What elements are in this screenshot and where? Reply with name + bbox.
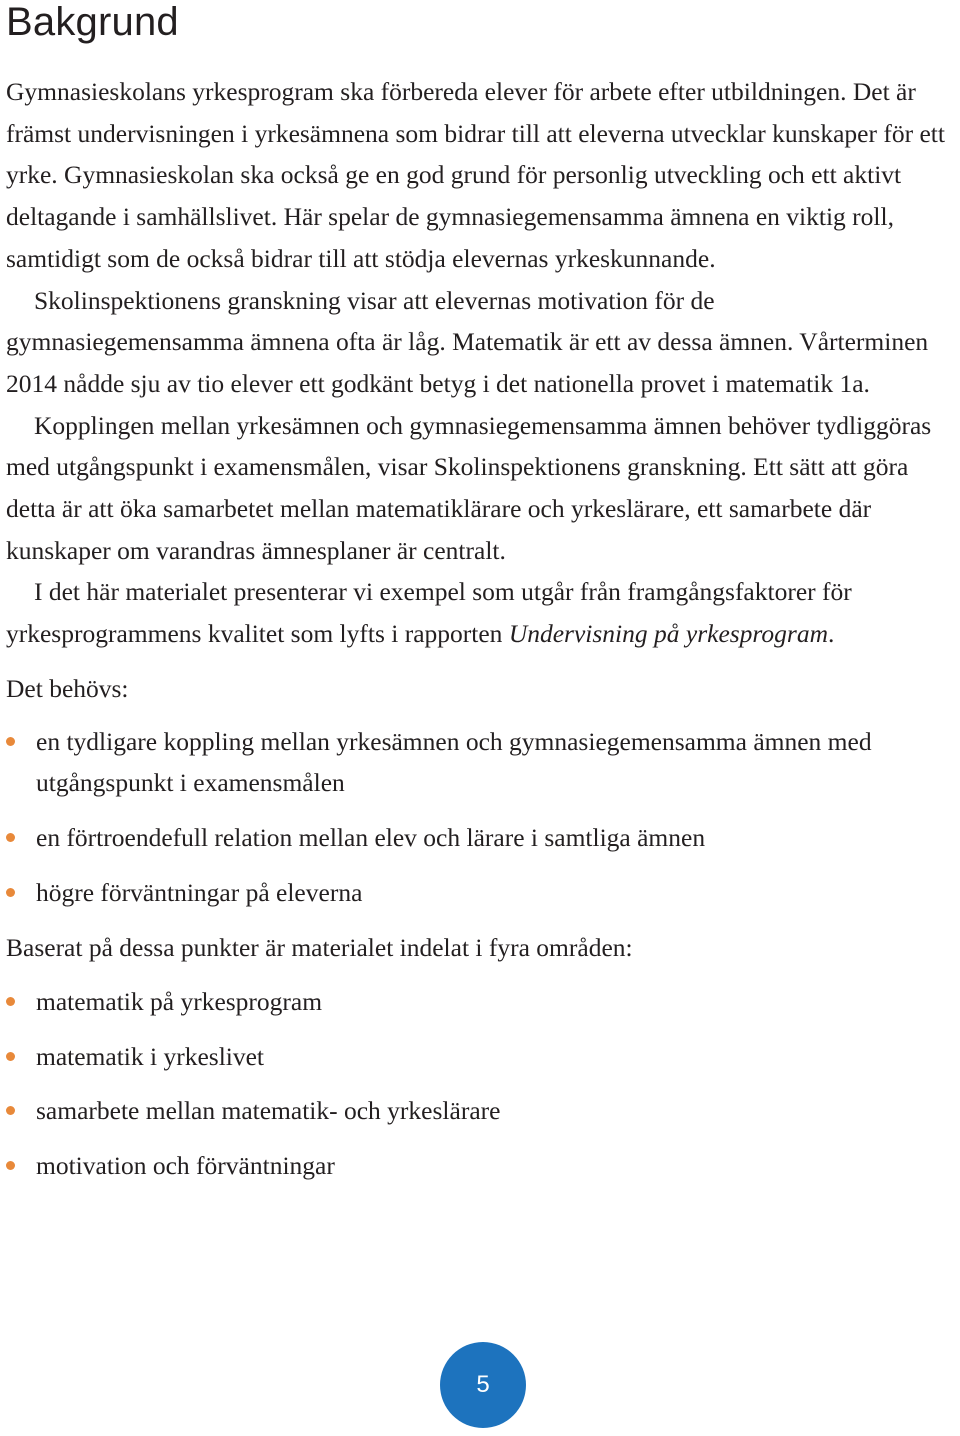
- list-item: [6, 721, 958, 804]
- bullet-icon: [6, 997, 15, 1006]
- list-item-text: samarbete mellan matematik- och yrkeslärare: [36, 1096, 501, 1126]
- bullet-icon: [6, 888, 15, 897]
- list-item: [6, 872, 958, 914]
- list-item-text: motivation och förväntningar: [36, 1151, 335, 1181]
- bullet-icon: [6, 833, 15, 842]
- paragraph-3: Kopplingen mellan yrkesämnen och gymnasiegemensamma ämnen behöver tydliggöras med utgångspunkt i examensmålen, visar Skolinspektionens granskning. Ett sätt att göra detta är att öka samarbetet mellan matematiklärare och yrkeslärare, ett samarbete där kunskaper om varandras ämnesplaner är centralt.: [6, 410, 932, 565]
- bullet-icon: [6, 1161, 15, 1170]
- needs-intro: Det behövs:: [6, 673, 129, 703]
- paragraph-4-text: I det här materialet presenterar vi exempel som utgår från framgångsfaktorer för yrkesprogrammens kvalitet som lyfts i rapporten: [6, 577, 852, 649]
- list-item-text: matematik i yrkeslivet: [36, 1041, 265, 1071]
- list-item: [6, 1036, 958, 1078]
- list-item-text: en tydligare koppling mellan yrkesämnen och gymnasiegemensamma ämnen med utgångspunkt i examensmålen: [36, 726, 872, 798]
- bullet-icon: [6, 737, 15, 746]
- document-page: [6, 0, 958, 1187]
- paragraph-4-end: .: [828, 619, 835, 649]
- list-item-text: matematik på yrkesprogram: [36, 987, 323, 1017]
- paragraph-4: [6, 571, 958, 654]
- paragraph-2: Skolinspektionens granskning visar att elevernas motivation för de gymnasiegemensamma ämnena ofta är låg. Matematik är ett av dessa ämnen. Vårterminen 2014 nådde sju av tio elever ett godkänt betyg i det nationella provet i matematik 1a.: [6, 285, 929, 398]
- report-title: Undervisning på yrkesprogram: [508, 619, 828, 649]
- list-item: [6, 1090, 958, 1132]
- paragraph-1: Gymnasieskolans yrkesprogram ska förbereda elever för arbete efter utbildningen. Det är främst undervisningen i yrkesämnena som bidrar till att eleverna utvecklar kunskaper för ett yrke. Gymnasieskolan ska också ge en god grund för personlig utveckling och ett aktivt deltagande i samhällslivet. Här spelar de gymnasiegemensamma ämnena en viktig roll, samtidigt som de också bidrar till att stödja elevernas yrkeskunnande.: [6, 77, 945, 273]
- areas-intro: Baserat på dessa punkter är materialet indelat i fyra områden:: [6, 933, 633, 963]
- needs-list: [6, 721, 958, 914]
- list-item-text: högre förväntningar på eleverna: [36, 877, 363, 907]
- list-item-text: en förtroendefull relation mellan elev och lärare i samtliga ämnen: [36, 822, 706, 852]
- bullet-icon: [6, 1106, 15, 1115]
- page-number-badge: 5: [440, 1342, 526, 1428]
- areas-list: [6, 981, 958, 1187]
- bullet-icon: [6, 1052, 15, 1061]
- page-heading: Bakgrund: [6, 0, 179, 44]
- list-item: [6, 817, 958, 859]
- list-item: [6, 981, 958, 1023]
- list-item: [6, 1145, 958, 1187]
